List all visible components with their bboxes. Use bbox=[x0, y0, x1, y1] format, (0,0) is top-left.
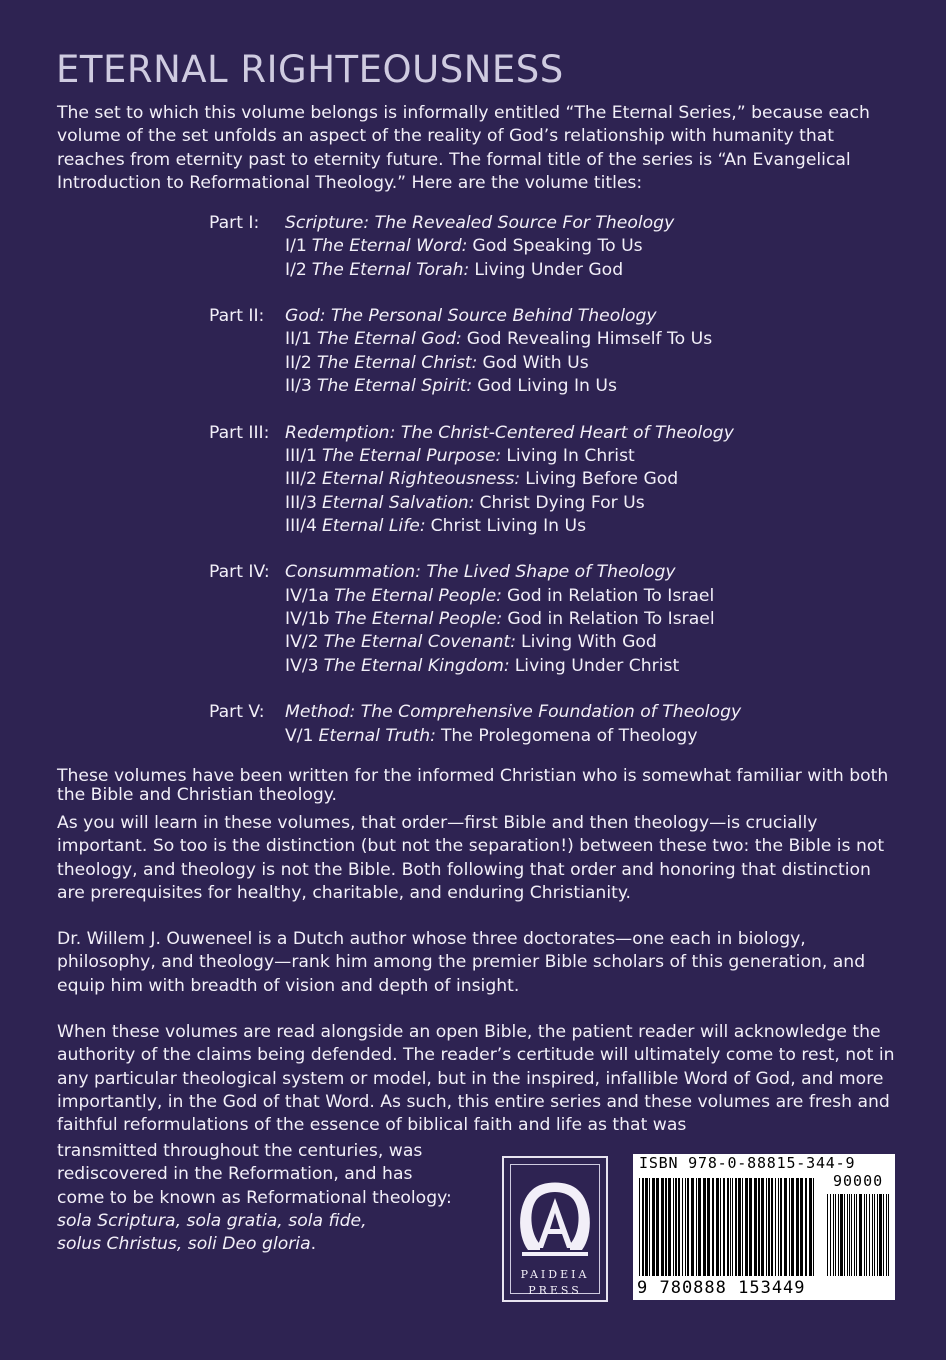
barcode-bar bbox=[696, 1178, 697, 1276]
barcode-bar bbox=[840, 1194, 843, 1276]
barcode-bar bbox=[685, 1178, 686, 1276]
volume-part bbox=[209, 701, 741, 748]
barcode-bar bbox=[780, 1178, 782, 1276]
volume-part bbox=[209, 422, 741, 538]
barcode-bar bbox=[645, 1178, 648, 1276]
reader-paragraph: When these volumes are read alongside an open Bible, the patient reader will acknowledge the authority of the claims being defended. The reader’s certitude will ultimately come to rest, not in any particular theological system or model, but in the inspired, infallible Word of God, and more importantly, in the God of that Word. As such, this entire series and these volumes are fresh and faithful reformulations of the essence of biblical faith and life as that was bbox=[57, 1022, 895, 1136]
publisher-name: PAIDEIA bbox=[520, 1268, 590, 1281]
volume-number: IV/1b bbox=[285, 609, 330, 630]
part-title: Scripture: The Revealed Source For Theology bbox=[285, 213, 675, 233]
volume-subtitle: Living In Christ bbox=[506, 445, 635, 466]
barcode-bar bbox=[856, 1194, 857, 1276]
volume-item bbox=[209, 375, 741, 398]
barcode-bar bbox=[854, 1194, 855, 1276]
author-paragraph: Dr. Willem J. Ouweneel is a Dutch author whose three doctorates—one each in biology, philosophy, and theology—rank him among the premier Bible scholars of this generation, and equip him with breadth of vision and depth of insight. bbox=[57, 929, 866, 996]
volume-number: IV/1a bbox=[285, 585, 330, 606]
barcode-bar bbox=[849, 1194, 850, 1276]
volume-title: Eternal Life: bbox=[321, 515, 426, 536]
isbn-text: ISBN 978-0-88815-344-9 bbox=[639, 1154, 856, 1172]
volume-item bbox=[209, 235, 741, 258]
barcode-bar bbox=[682, 1178, 683, 1276]
barcode-bar bbox=[738, 1178, 741, 1276]
volume-item bbox=[209, 468, 741, 491]
barcode-bar bbox=[649, 1178, 650, 1276]
volume-part bbox=[209, 561, 741, 677]
volume-subtitle: God in Relation To Israel bbox=[507, 609, 715, 630]
ean-number: 9 780888 153449 bbox=[637, 1278, 806, 1298]
barcode-bar bbox=[652, 1178, 655, 1276]
barcode-bar bbox=[712, 1178, 714, 1276]
barcode-bar bbox=[859, 1194, 862, 1276]
barcode-bar bbox=[805, 1178, 807, 1276]
solas-line: sola Scriptura, sola gratia, sola fide, bbox=[57, 1210, 367, 1231]
barcode-bar bbox=[656, 1178, 659, 1276]
part-title: Consummation: The Lived Shape of Theology bbox=[285, 562, 676, 583]
barcode-bars-icon bbox=[639, 1178, 815, 1276]
part-label: Part II: bbox=[209, 306, 265, 327]
barcode-bar bbox=[883, 1194, 884, 1276]
volume-title: The Eternal People: bbox=[334, 585, 502, 606]
tail-line: come to be known as Reformational theology: bbox=[57, 1187, 452, 1208]
barcode-bar bbox=[703, 1178, 706, 1276]
part-label: Part V: bbox=[209, 702, 265, 723]
barcode-bar bbox=[768, 1178, 770, 1276]
part-title: Method: The Comprehensive Foundation of Theology bbox=[285, 702, 742, 723]
part-heading bbox=[209, 422, 741, 445]
solas-line: solus Christus, soli Deo gloria bbox=[57, 1234, 311, 1255]
barcode-bar bbox=[800, 1178, 803, 1276]
volume-item bbox=[209, 328, 741, 351]
barcode-bar bbox=[745, 1178, 748, 1276]
volume-title: The Eternal Word: bbox=[311, 236, 468, 257]
barcode-bar bbox=[791, 1178, 794, 1276]
barcode-bar bbox=[866, 1194, 867, 1276]
volume-subtitle: God With Us bbox=[482, 352, 589, 373]
barcode-bar bbox=[761, 1178, 764, 1276]
barcode-bar bbox=[665, 1178, 667, 1276]
volume-item bbox=[209, 259, 741, 282]
part-label: Part IV: bbox=[209, 562, 270, 583]
volume-subtitle: God Revealing Himself To Us bbox=[466, 329, 713, 350]
volume-part bbox=[209, 305, 741, 398]
barcode-bar bbox=[727, 1178, 729, 1276]
volume-number: II/2 bbox=[285, 352, 312, 373]
volume-subtitle: The Prolegomena of Theology bbox=[440, 725, 698, 746]
volume-item bbox=[209, 352, 741, 375]
barcode-bar bbox=[754, 1178, 757, 1276]
barcode-bar bbox=[758, 1178, 760, 1276]
tail-line: transmitted throughout the centuries, was bbox=[57, 1141, 423, 1161]
volume-item bbox=[209, 655, 741, 678]
volume-number: II/3 bbox=[285, 376, 312, 397]
volume-item bbox=[209, 585, 741, 608]
volume-subtitle: Living Under Christ bbox=[514, 655, 680, 676]
barcode-bar bbox=[673, 1178, 674, 1276]
volume-subtitle: Living Under God bbox=[474, 259, 624, 280]
barcode-bar bbox=[835, 1194, 836, 1276]
volume-number: IV/2 bbox=[285, 632, 319, 653]
barcode-bar bbox=[723, 1178, 725, 1276]
volume-title: The Eternal God: bbox=[316, 329, 462, 350]
volume-title: The Eternal Kingdom: bbox=[323, 655, 510, 676]
order-paragraph: As you will learn in these volumes, that order—first Bible and then theology—is crucially important. So too is the distinction (but not the separation!) between these two: the Bible is not theology, and theology is not the Bible. Both following that order and honoring that distinction are prerequisites for healthy, charitable, and enduring Christianity. bbox=[57, 813, 885, 903]
barcode-bar bbox=[775, 1178, 776, 1276]
volume-number: III/3 bbox=[285, 492, 317, 513]
volume-item bbox=[209, 725, 741, 748]
volume-item bbox=[209, 631, 741, 654]
barcode-bar bbox=[716, 1178, 719, 1276]
barcode-bar bbox=[642, 1178, 644, 1276]
barcode-bar bbox=[813, 1178, 814, 1276]
part-heading bbox=[209, 561, 741, 584]
barcode-bar bbox=[830, 1194, 831, 1276]
barcode-bar bbox=[749, 1178, 752, 1276]
barcode-bar bbox=[784, 1178, 787, 1276]
part-title: God: The Personal Source Behind Theology bbox=[285, 306, 657, 327]
volume-number: III/4 bbox=[285, 515, 317, 536]
volume-item bbox=[209, 445, 741, 468]
volume-title: The Eternal People: bbox=[334, 609, 503, 630]
solas-period: . bbox=[310, 1234, 317, 1255]
barcode-bar bbox=[687, 1178, 689, 1276]
barcode-bar bbox=[879, 1194, 882, 1276]
barcode-bar bbox=[877, 1194, 878, 1276]
publisher-logo bbox=[502, 1156, 608, 1302]
part-label: Part I: bbox=[209, 213, 260, 233]
intro-paragraph: The set to which this volume belongs is informally entitled “The Eternal Series,” because each volume of the set unfolds an aspect of the reality of God’s relationship with humanity that reaches from eternity past to eternity future. The formal title of the series is “An Evangelical Introduction to Reformational Theology.” Here are the volume titles: bbox=[57, 103, 870, 193]
barcode-bar bbox=[838, 1194, 839, 1276]
volume-number: III/2 bbox=[285, 469, 317, 490]
barcode-bar bbox=[874, 1194, 875, 1276]
barcode-bar bbox=[851, 1194, 852, 1276]
barcode-bar bbox=[675, 1178, 677, 1276]
volume-item bbox=[209, 515, 741, 538]
barcode-bar bbox=[844, 1194, 845, 1276]
volume-number: IV/3 bbox=[285, 655, 319, 676]
audience-paragraph: These volumes have been written for the informed Christian who is somewhat familiar with both the Bible and Christian theology. bbox=[57, 766, 889, 805]
barcode-bar bbox=[698, 1178, 701, 1276]
barcode-bar bbox=[869, 1194, 870, 1276]
barcode-bar bbox=[639, 1178, 640, 1276]
barcode-bar bbox=[796, 1178, 799, 1276]
part-heading bbox=[209, 305, 741, 328]
barcode-bar bbox=[691, 1178, 694, 1276]
barcode-bar bbox=[778, 1178, 779, 1276]
volume-title: The Eternal Torah: bbox=[311, 259, 470, 280]
volume-subtitle: God Living In Us bbox=[477, 376, 617, 397]
tail-line: rediscovered in the Reformation, and has bbox=[57, 1164, 413, 1185]
isbn-barcode bbox=[633, 1154, 895, 1300]
barcode-bar bbox=[827, 1194, 828, 1276]
publisher-name-2: PRESS bbox=[528, 1284, 582, 1297]
volume-number: I/2 bbox=[285, 259, 307, 280]
volume-title: Eternal Salvation: bbox=[321, 492, 475, 513]
barcode-bar bbox=[833, 1194, 834, 1276]
barcode-bar bbox=[720, 1178, 721, 1276]
volume-number: V/1 bbox=[285, 725, 314, 746]
volume-title: Eternal Truth: bbox=[318, 725, 436, 746]
alpha-omega-icon bbox=[512, 1168, 598, 1262]
volume-subtitle: Christ Dying For Us bbox=[479, 492, 645, 513]
part-heading bbox=[209, 701, 741, 724]
barcode-bar bbox=[809, 1178, 812, 1276]
barcode-bar bbox=[668, 1178, 671, 1276]
barcode-bar bbox=[771, 1178, 773, 1276]
volume-item bbox=[209, 492, 741, 515]
barcode-bar bbox=[864, 1194, 865, 1276]
volume-subtitle: Christ Living In Us bbox=[430, 515, 587, 536]
barcode-bar bbox=[789, 1178, 790, 1276]
reformation-paragraph bbox=[57, 1140, 497, 1256]
price-code: 90000 bbox=[833, 1172, 884, 1190]
barcode-bar bbox=[707, 1178, 710, 1276]
barcode-bar bbox=[766, 1178, 767, 1276]
barcode-bar bbox=[735, 1178, 737, 1276]
volume-title: The Eternal Covenant: bbox=[323, 632, 517, 653]
barcode-bar bbox=[730, 1178, 731, 1276]
volume-title: Eternal Righteousness: bbox=[321, 469, 521, 490]
volume-title: The Eternal Purpose: bbox=[321, 445, 502, 466]
barcode-bar bbox=[886, 1194, 887, 1276]
part-label: Part III: bbox=[209, 422, 270, 443]
volume-title: The Eternal Spirit: bbox=[316, 376, 473, 397]
volume-number: III/1 bbox=[285, 445, 317, 466]
barcode-bar bbox=[732, 1178, 733, 1276]
volume-list bbox=[209, 212, 741, 771]
book-title: ETERNAL RIGHTEOUSNESS bbox=[56, 48, 564, 91]
volume-number: I/1 bbox=[285, 236, 307, 257]
barcode-bar bbox=[661, 1178, 664, 1276]
volume-item bbox=[209, 608, 741, 631]
volume-subtitle: Living With God bbox=[521, 632, 657, 653]
volume-subtitle: God Speaking To Us bbox=[472, 236, 643, 257]
volume-subtitle: Living Before God bbox=[525, 469, 679, 490]
part-heading bbox=[209, 212, 741, 235]
volume-title: The Eternal Christ: bbox=[316, 352, 478, 373]
barcode-bar bbox=[872, 1194, 873, 1276]
volume-subtitle: God in Relation To Israel bbox=[506, 585, 715, 606]
barcode-bar bbox=[847, 1194, 848, 1276]
part-title: Redemption: The Christ-Centered Heart of Theology bbox=[285, 422, 734, 443]
barcode-bar bbox=[888, 1194, 889, 1276]
volume-part bbox=[209, 212, 741, 282]
price-barcode-icon bbox=[827, 1194, 889, 1276]
barcode-bar bbox=[742, 1178, 743, 1276]
volume-number: II/1 bbox=[285, 329, 312, 350]
barcode-bar bbox=[678, 1178, 680, 1276]
